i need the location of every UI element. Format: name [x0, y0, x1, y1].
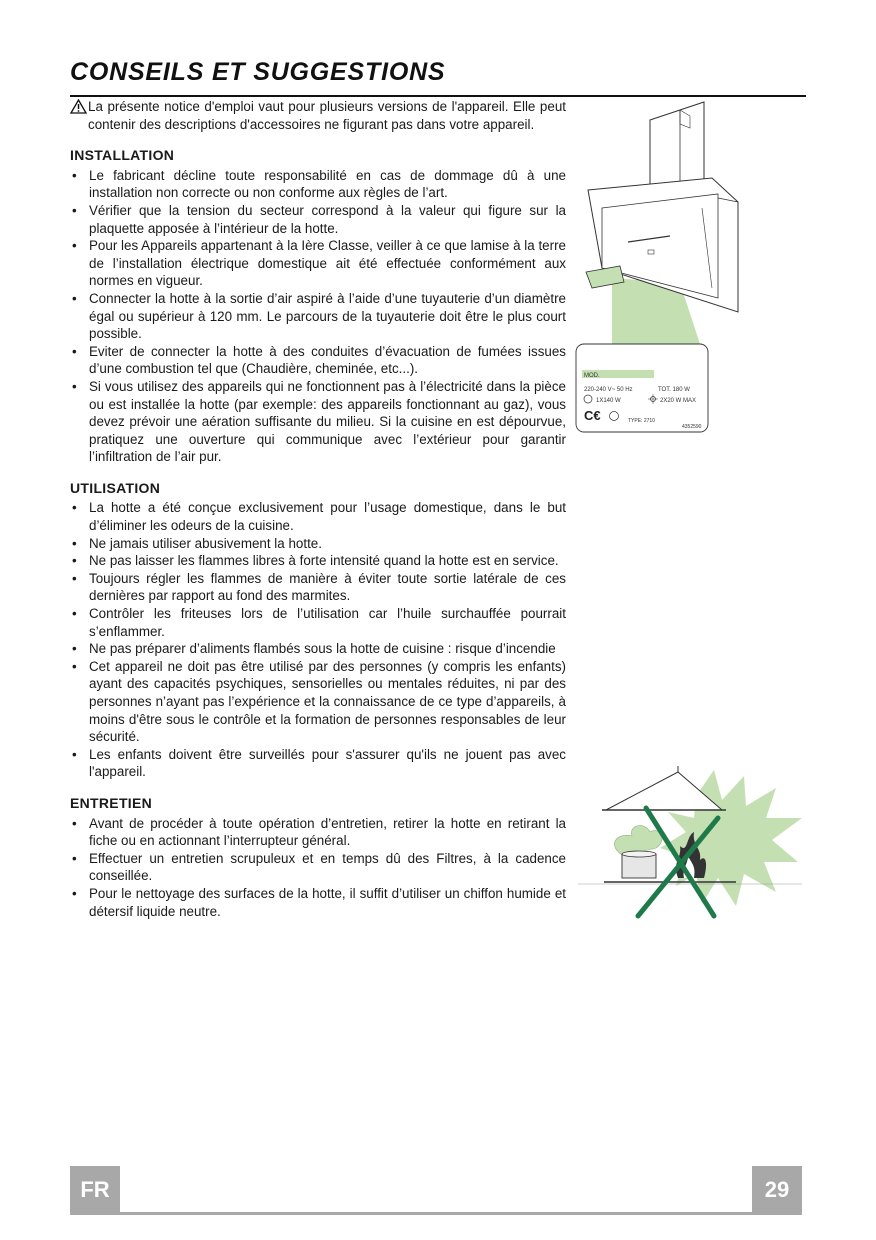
plate-code: 4352590: [682, 424, 702, 430]
list-item: • Ne jamais utiliser abusivement la hotte.: [70, 535, 566, 553]
entretien-list: [70, 815, 566, 921]
list-item: • Pour le nettoyage des surfaces de la hotte, il suffit d’utiliser un chiffon humide et détersif liquide neutre.: [70, 885, 566, 920]
list-item: • Ne pas laisser les flammes libres à forte intensité quand la hotte est en service.: [70, 552, 566, 570]
list-item: • Si vous utilisez des appareils qui ne fonctionnent pas à l’électricité dans la pièce ou est installée la hotte (par exemple: des appareils fonctionnant au gaz), vous devez prévoir une aération suffisante du milieu. Si la cuisine en est dépourvue, pratiquez une ouverture qui communique avec l’extérieur pour garantir l’infiltration de l’air pur.: [70, 378, 566, 466]
section-heading-utilisation: UTILISATION: [70, 479, 161, 496]
footer-bar: [70, 1212, 802, 1215]
plate-voltage: 220-240 V~ 50 Hz: [584, 387, 633, 393]
list-item: • Les enfants doivent être surveillés pour s'assurer qu'ils ne jouent pas avec l'appareil.: [70, 746, 566, 781]
page-number: 29: [752, 1166, 802, 1214]
intro-note: [70, 98, 566, 133]
list-item: • Ne pas préparer d’aliments flambés sous la hotte de cuisine : risque d’incendie: [70, 640, 566, 658]
list-item: • La hotte a été conçue exclusivement pour l’usage domestique, dans le but d’éliminer les odeurs de la cuisine.: [70, 499, 566, 534]
plate-lamp: 2X20 W MAX: [660, 398, 697, 404]
installation-list: [70, 167, 566, 466]
language-tab: FR: [70, 1166, 120, 1214]
plate-motor: 1X140 W: [596, 398, 621, 404]
plate-total: TOT. 180 W: [658, 387, 690, 393]
intro-text: La présente notice d'emploi vaut pour plusieurs versions de l'appareil. Elle peut contenir des descriptions d'accessoires ne figurant pas dans votre appareil.: [88, 99, 566, 132]
ce-mark-icon: C€: [584, 408, 601, 423]
list-item: • Toujours régler les flammes de manière à éviter toute sortie latérale de ces dernières par rapport au fond des marmites.: [70, 570, 566, 605]
list-item: • Eviter de connecter la hotte à des conduites d’évacuation de fumées issues d’une combustion tel que (Chaudière, cheminée, etc...).: [70, 343, 566, 378]
main-column: [70, 98, 566, 920]
list-item: • Cet appareil ne doit pas être utilisé par des personnes (y compris les enfants) ayant des capacités psychiques, sensorielles ou mentales réduites, ni par des personnes n’ayant pas l’expérience et la connaissance de ce type d’appareils, à moins d'être sous le contrôle et la formation de personnes responsables de leur sécurité.: [70, 658, 566, 746]
hood-rating-plate-figure: [572, 98, 806, 438]
page-title: CONSEILS ET SUGGESTIONS: [70, 58, 446, 86]
warning-icon: [70, 99, 87, 119]
section-heading-entretien: ENTRETIEN: [70, 794, 153, 811]
list-item: • Effectuer un entretien scrupuleux et en temps dû des Filtres, à la cadence conseillée.: [70, 850, 566, 885]
utilisation-list: [70, 499, 566, 781]
plate-type: TYPE: 2710: [628, 418, 655, 424]
plate-model: MOD.: [584, 373, 600, 379]
no-flambe-warning-figure: [576, 766, 806, 922]
section-heading-installation: INSTALLATION: [70, 147, 175, 164]
list-item: • Pour les Appareils appartenant à la Ière Classe, veiller à ce que lamise à la terre de l’installation électrique domestique ait été effectuée conformément aux normes en vigueur.: [70, 237, 566, 290]
list-item: • Vérifier que la tension du secteur correspond à la valeur qui figure sur la plaquette apposée à l’intérieur de la hotte.: [70, 202, 566, 237]
title-divider: [70, 95, 806, 97]
list-item: • Avant de procéder à toute opération d’entretien, retirer la hotte en retirant la fiche ou en actionnant l’interrupteur général.: [70, 815, 566, 850]
list-item: • Contrôler les friteuses lors de l’utilisation car l’huile surchauffée pourrait s’enflammer.: [70, 605, 566, 640]
list-item: • Connecter la hotte à la sortie d’air aspiré à l’aide d’une tuyauterie d’un diamètre égal ou supérieur à 120 mm. Le parcours de la tuyauterie doit être le plus court possible.: [70, 290, 566, 343]
list-item: • Le fabricant décline toute responsabilité en cas de dommage dû à une installation non correcte ou non conforme aux règles de l’art.: [70, 167, 566, 202]
